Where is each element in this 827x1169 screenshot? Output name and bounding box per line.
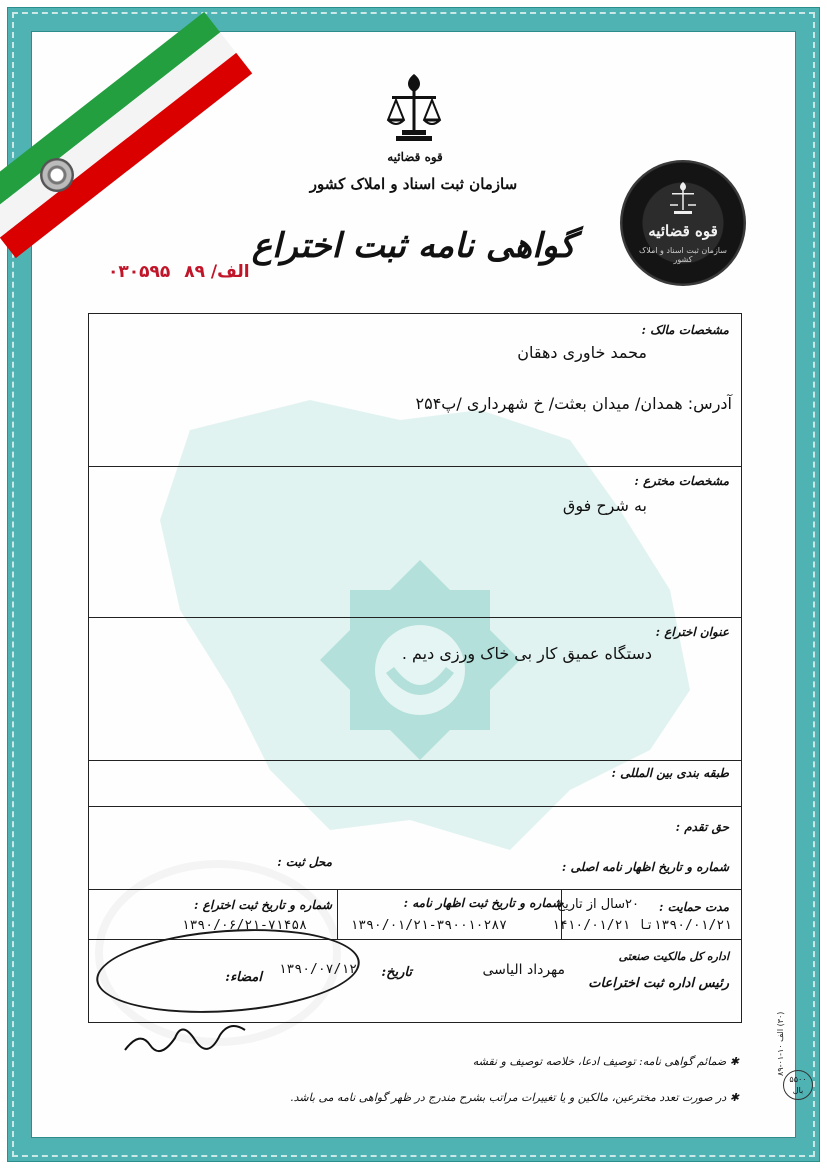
row-divider: [89, 760, 741, 761]
declaration-label: شماره و تاریخ ثبت اظهار نامه :: [403, 896, 562, 910]
dept-line1: اداره کل مالکیت صنعتی: [618, 950, 729, 963]
form-code: (۳۰) الف ۱۰-۰۱-۸۹: [776, 1012, 785, 1077]
page-title: گواهی نامه ثبت اختراع: [251, 226, 576, 266]
inventor-value: به شرح فوق: [562, 496, 647, 515]
seal-text: قوه قضائیه: [648, 222, 718, 240]
date-value: ۱۳۹۰/۰۷/۱۲: [278, 962, 357, 977]
official-seal: [620, 160, 746, 286]
dept-line2: رئیس اداره ثبت اختراعات: [588, 976, 729, 991]
invention-title-value: دستگاه عمیق کار بی خاک ورزی دیم .: [401, 644, 652, 663]
serial-value: ۰۳۰۵۹۵: [108, 262, 171, 282]
print-badge: ۵۵۰۰ بال: [783, 1070, 813, 1100]
row-divider: [89, 466, 741, 467]
invention-title-label: عنوان اختراع :: [655, 625, 729, 639]
sign-label: امضاء:: [225, 970, 262, 985]
inventor-label: مشخصات مخترع :: [634, 474, 729, 488]
judiciary-emblem-icon: [384, 70, 444, 150]
original-number-label: شماره و تاریخ اظهار نامه اصلی :: [561, 860, 729, 874]
seal-subtext: سازمان ثبت اسناد و املاک کشور: [639, 246, 727, 264]
row-divider: [89, 806, 741, 807]
owner-name: محمد خاوری دهقان: [517, 343, 647, 362]
emblem-label: قوه قضائیه: [387, 150, 443, 164]
seal-emblem-icon: [666, 180, 700, 220]
footnote-multiple: ✱ در صورت تعدد مخترعین، مالکین و یا تغییرات مراتب بشرح مندرج در ظهر گواهی نامه می باشد.: [290, 1091, 739, 1104]
owner-address: آدرس: همدان/ میدان بعثت/ خ شهرداری /پ۲۵۴: [415, 394, 732, 413]
protection-duration: ۲۰سال از تاریخ: [556, 897, 639, 912]
registration-label: شماره و تاریخ ثبت اختراع :: [194, 898, 332, 912]
organization-name: سازمان ثبت اسناد و املاک کشور: [309, 175, 518, 193]
row-divider: [89, 617, 741, 618]
protection-dates: ۱۳۹۰/۰۱/۲۱تا ۱۴۱۰/۰۱/۲۱: [551, 918, 732, 933]
classification-label: طبقه بندی بین المللی :: [611, 766, 729, 780]
registration-place-label: محل ثبت :: [277, 855, 332, 869]
signature-mark: [120, 1000, 260, 1060]
footnote-attachments: ✱ ضمائم گواهی نامه: توصیف ادعا، خلاصه توصیف و نقشه: [472, 1055, 739, 1068]
signer-name: مهرداد الیاسی: [482, 962, 565, 978]
registration-value: ۱۳۹۰/۰۶/۲۱-۷۱۴۵۸: [181, 918, 307, 933]
serial-number: [100, 262, 250, 282]
serial-prefix: الف/ ۸۹: [184, 262, 250, 282]
owner-label: مشخصات مالک :: [641, 323, 729, 337]
footnote-attachments-text: ضمائم گواهی نامه: توصیف ادعا، خلاصه توصیف و نقشه: [472, 1055, 727, 1068]
date-label: تاریخ:: [381, 965, 412, 980]
footnote-multiple-text: در صورت تعدد مخترعین، مالکین و یا تغییرات مراتب بشرح مندرج در ظهر گواهی نامه می باشد.: [290, 1091, 727, 1104]
priority-label: حق تقدم :: [675, 820, 729, 834]
protection-label: مدت حمایت :: [659, 900, 729, 914]
declaration-value: ۱۳۹۰/۰۱/۲۱-۳۹۰۰۱۰۲۸۷: [350, 918, 507, 933]
